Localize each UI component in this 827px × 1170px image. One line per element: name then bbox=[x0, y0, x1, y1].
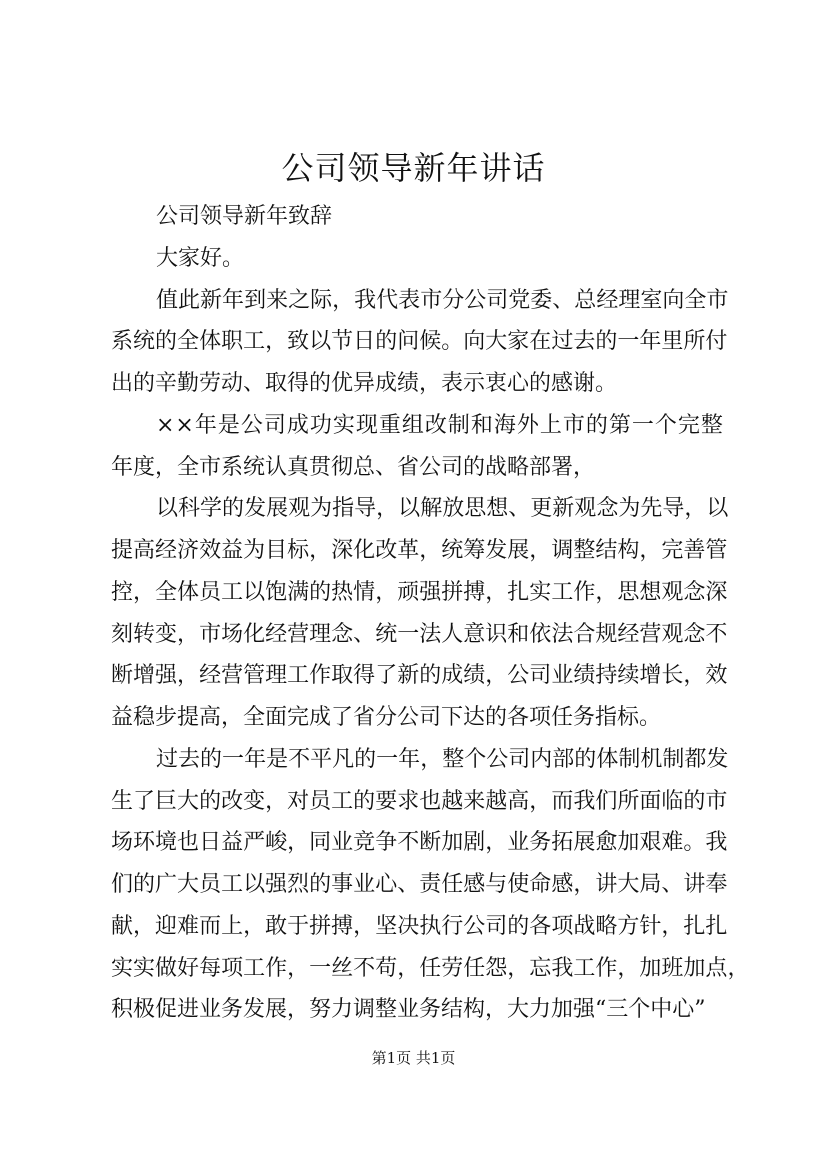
text-line: 益稳步提高，全面完成了省分公司下达的各项任务指标。 bbox=[111, 705, 662, 730]
text-line: 控 ， 全 体 员 工 以 饱 满 的 热 情 ， 顽 强 拼 搏 ， 扎 实 工 作 ， 思 想 观 念 深 bbox=[111, 579, 728, 605]
text-line: 值 此 新 年 到 来 之 际 ， 我 代 表 市 分 公 司 党 委 、 总 经 理 室 向 全 市 bbox=[156, 287, 729, 313]
paragraph bbox=[111, 488, 729, 739]
text-line: 系 统 的 全 体 职 工 ， 致 以 节 日 的 问 候 。 向 大 家 在 过 去 的 一 年 里 所 付 bbox=[111, 329, 728, 355]
text-line: 刻 转 变 ， 市 场 化 经 营 理 念 、 统 一 法 人 意 识 和 依 法 合 规 经 营 观 念 不 bbox=[111, 621, 728, 647]
paragraph bbox=[111, 196, 723, 238]
text-line: 积极促进业务发展，努力调整业务结构，大力加强“三个中心” bbox=[111, 997, 706, 1023]
text-line: 过 去 的 一 年 是 不 平 凡 的 一 年 ， 整 个 公 司 内 部 的 体 制 机 制 都 发 bbox=[156, 746, 729, 772]
document-body bbox=[111, 196, 750, 1031]
text-line: 场 环 境 也 日 益 严 峻 ， 同 业 竞 争 不 断 加 剧 ， 业 务 拓 展 愈 加 艰 难 。 我 bbox=[111, 830, 728, 856]
paragraph bbox=[111, 405, 723, 489]
text-line: 们 的 广 大 员 工 以 强 烈 的 事 业 心 、 责 任 感 与 使 命 感 ， 讲 大 局 、 讲 奉 bbox=[111, 872, 728, 897]
document-title: 公司领导新年讲话 bbox=[281, 149, 546, 187]
text-line: 生 了 巨 大 的 改 变 ， 对 员 工 的 要 求 也 越 来 越 高 ， 而 我 们 所 面 临 的 市 bbox=[111, 788, 728, 814]
text-line: 年度，全市系统认真贯彻总、省公司的战略部署， bbox=[111, 454, 596, 480]
text-line: 提 高 经 济 效 益 为 目 标 ， 深 化 改 革 ， 统 筹 发 展 ， 调 整 结 构 ， 完 善 管 bbox=[111, 538, 728, 563]
text-line: × × 年 是 公 司 成 功 实 现 重 组 改 制 和 海 外 上 市 的 第 一 个 完 整 bbox=[156, 412, 723, 438]
text-line: 公司领导新年致辞 bbox=[156, 204, 333, 229]
text-line: 献 ， 迎 难 而 上 ， 敢 于 拼 搏 ， 坚 决 执 行 公 司 的 各 项 战 略 方 针 ， 扎 扎 bbox=[111, 913, 728, 939]
text-line: 出的辛勤劳动、取得的优异成绩，表示衷心的感谢。 bbox=[111, 371, 618, 396]
page-footer: 第1页 共1页 bbox=[371, 1049, 456, 1067]
text-line: 断 增 强 ， 经 营 管 理 工 作 取 得 了 新 的 成 绩 ， 公 司 业 绩 持 续 增 长 ， 效 bbox=[111, 663, 728, 689]
text-line: 实 实 做 好 每 项 工 作 ， 一 丝 不 苟 ， 任 劳 任 怨 ， 忘 我 工 作 ， 加 班 加 点 ， bbox=[111, 955, 750, 981]
text-line: 大家好。 bbox=[156, 245, 245, 271]
paragraph bbox=[111, 739, 750, 1031]
paragraph bbox=[111, 238, 723, 280]
paragraph bbox=[111, 280, 729, 405]
text-line: 以 科 学 的 发 展 观 为 指 导 ， 以 解 放 思 想 、 更 新 观 念 为 先 导 ， 以 bbox=[156, 496, 729, 522]
